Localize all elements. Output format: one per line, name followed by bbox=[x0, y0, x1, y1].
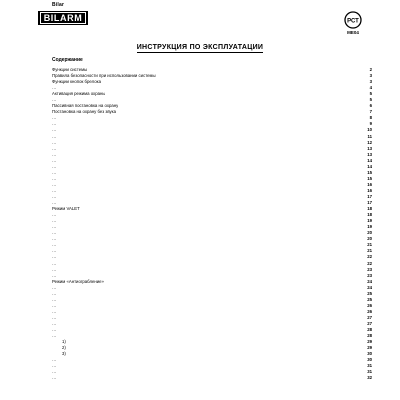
toc-entry-page: 10 bbox=[367, 127, 372, 133]
toc-entry-title: … bbox=[52, 333, 57, 339]
toc-entry-title: … bbox=[52, 290, 57, 296]
toc-entry-page: 28 bbox=[367, 327, 372, 333]
toc-entry-title: … bbox=[52, 369, 57, 375]
toc-entry-title: … bbox=[52, 218, 57, 224]
toc-entry-title: Режим «Антиограбление» bbox=[52, 278, 104, 284]
toc-entry-page: 12 bbox=[367, 139, 372, 145]
toc-entry-page: 14 bbox=[367, 163, 372, 169]
toc-entry-page: 31 bbox=[367, 369, 372, 375]
toc-entry-page: 3 bbox=[369, 79, 372, 85]
toc-entry-title: … bbox=[52, 327, 57, 333]
certification-mark-icon bbox=[340, 10, 366, 36]
toc-entry-page: 16 bbox=[367, 181, 372, 187]
toc-entry-title: Пассивная постановка на охрану bbox=[52, 103, 119, 109]
toc-entry-page: 26 bbox=[367, 302, 372, 308]
toc-entry-title: … bbox=[52, 175, 57, 181]
toc-entry-title: … bbox=[52, 85, 57, 91]
toc-entry-page: 22 bbox=[367, 260, 372, 266]
toc-entry-title: … bbox=[52, 139, 57, 145]
toc-entry-title: … bbox=[52, 375, 57, 381]
toc-entry-page: 2 bbox=[369, 67, 372, 72]
toc-entry-page: 6 bbox=[369, 103, 372, 109]
toc-entry-title: … bbox=[52, 157, 57, 163]
toc-entry-page: 18 bbox=[367, 212, 372, 218]
toc-entry-title: … bbox=[52, 320, 57, 326]
toc-entry-title: … bbox=[52, 163, 57, 169]
brand-logo bbox=[38, 11, 88, 25]
toc-entry-page: 30 bbox=[367, 351, 372, 357]
document-title bbox=[0, 44, 400, 51]
toc-entry-page: 22 bbox=[367, 254, 372, 260]
toc-entry-page: 3 bbox=[369, 73, 372, 79]
toc-entry-page: 19 bbox=[367, 224, 372, 230]
toc-entry-title: … bbox=[52, 357, 57, 363]
toc-entry-page: 14 bbox=[367, 157, 372, 163]
toc-entry-title: Функции кнопок брелока bbox=[52, 79, 101, 85]
toc-entry-title: 3) bbox=[62, 351, 66, 357]
toc-entry-title: … bbox=[52, 284, 57, 290]
toc-entry-title: … bbox=[52, 308, 57, 314]
toc-entry-title: … bbox=[52, 97, 57, 103]
toc-entry-page: 5 bbox=[369, 91, 372, 97]
toc-entry[interactable] bbox=[52, 375, 372, 381]
toc-entry-page: 30 bbox=[367, 357, 372, 363]
top-brand-mark: Bilar bbox=[52, 2, 65, 8]
toc-entry-page: 8 bbox=[369, 115, 372, 121]
toc-entry-page: 5 bbox=[369, 97, 372, 103]
toc-entry-title: … bbox=[52, 115, 57, 121]
toc-entry-page: 21 bbox=[367, 242, 372, 248]
toc-entry-title: 1) bbox=[62, 339, 66, 345]
toc-entry-title: Режим VALET bbox=[52, 206, 80, 212]
toc-entry-title: … bbox=[52, 181, 57, 187]
toc-entry-page: 20 bbox=[367, 236, 372, 242]
toc-entry-title: … bbox=[52, 266, 57, 272]
toc-entry-title: 2) bbox=[62, 345, 66, 351]
toc-entry-title: … bbox=[52, 151, 57, 157]
toc-entry-title: … bbox=[52, 296, 57, 302]
toc-entry-page: 29 bbox=[367, 339, 372, 345]
toc-entry-title: … bbox=[52, 200, 57, 206]
toc-entry-title: … bbox=[52, 272, 57, 278]
toc-entry-page: 27 bbox=[367, 320, 372, 326]
toc-entry-title: … bbox=[52, 254, 57, 260]
toc-entry-page: 23 bbox=[367, 266, 372, 272]
toc-entry-page: 7 bbox=[369, 109, 372, 115]
toc-entry-page: 15 bbox=[367, 175, 372, 181]
toc-entry-page: 13 bbox=[367, 151, 372, 157]
toc-entry-page: 32 bbox=[367, 375, 372, 381]
toc-entry-title: … bbox=[52, 127, 57, 133]
cert-mark-text: РСТ bbox=[347, 18, 359, 25]
toc-entry-page: 17 bbox=[367, 200, 372, 206]
toc-entry-page: 9 bbox=[369, 121, 372, 127]
toc-heading: Содержание bbox=[52, 57, 83, 63]
toc-entry-title: … bbox=[52, 187, 57, 193]
toc-entry-title: … bbox=[52, 169, 57, 175]
brand-logo-text: BILARM bbox=[40, 12, 87, 24]
toc-entry-title: … bbox=[52, 212, 57, 218]
toc-entry-title: Функции системы bbox=[52, 67, 88, 72]
toc-entry-title: … bbox=[52, 302, 57, 308]
toc-entry-page: 19 bbox=[367, 218, 372, 224]
toc-entry-title: … bbox=[52, 193, 57, 199]
toc-entry-title: Постановка на охрану без звука bbox=[52, 109, 117, 115]
toc-entry-page: 20 bbox=[367, 230, 372, 236]
toc-entry-title: … bbox=[52, 260, 57, 266]
toc-entry-title: … bbox=[52, 133, 57, 139]
toc-entry-page: 27 bbox=[367, 314, 372, 320]
document-title-text: ИНСТРУКЦИЯ ПО ЭКСПЛУАТАЦИИ bbox=[136, 44, 264, 51]
toc-entry-title: … bbox=[52, 363, 57, 369]
toc-entry-page: 17 bbox=[367, 193, 372, 199]
toc-entry-title: … bbox=[52, 248, 57, 254]
toc-entry-page: 24 bbox=[367, 284, 372, 290]
toc-entry-page: 24 bbox=[367, 278, 372, 284]
toc-entry-title: … bbox=[52, 314, 57, 320]
toc-entry-title: … bbox=[52, 145, 57, 151]
table-of-contents bbox=[52, 67, 372, 381]
toc-entry-page: 23 bbox=[367, 272, 372, 278]
toc-entry-page: 28 bbox=[367, 333, 372, 339]
toc-entry-page: 25 bbox=[367, 290, 372, 296]
toc-entry-page: 11 bbox=[367, 133, 372, 139]
toc-entry-page: 21 bbox=[367, 248, 372, 254]
toc-entry-page: 16 bbox=[367, 187, 372, 193]
toc-entry-page: 15 bbox=[367, 169, 372, 175]
toc-entry-title: … bbox=[52, 230, 57, 236]
toc-entry-title: … bbox=[52, 121, 57, 127]
toc-entry-title: Активация режима охраны bbox=[52, 91, 106, 97]
toc-entry-title: … bbox=[52, 224, 57, 230]
toc-entry-title: Правила безопасности при использовании системы bbox=[52, 73, 156, 79]
cert-code-text: МЕ04 bbox=[347, 30, 359, 35]
toc-entry-page: 13 bbox=[367, 145, 372, 151]
toc-entry-page: 31 bbox=[367, 363, 372, 369]
toc-entry-page: 18 bbox=[367, 206, 372, 212]
toc-entry-title: … bbox=[52, 242, 57, 248]
toc-entry-page: 25 bbox=[367, 296, 372, 302]
toc-entry-page: 29 bbox=[367, 345, 372, 351]
toc-entry-page: 4 bbox=[369, 85, 372, 91]
toc-entry-title: … bbox=[52, 236, 57, 242]
toc-entry-page: 26 bbox=[367, 308, 372, 314]
